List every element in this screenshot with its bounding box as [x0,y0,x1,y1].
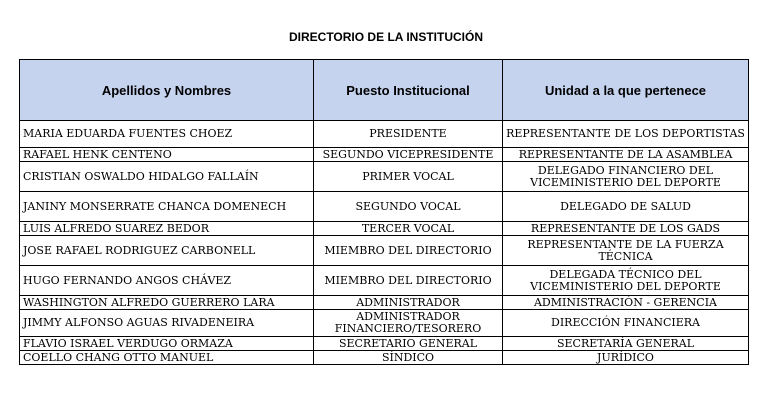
cell-unit: DELEGADO DE SALUD [503,192,749,222]
cell-unit: REPRESENTANTE DE LOS GADS [503,222,749,236]
directory-table [19,59,749,365]
cell-position: TERCER VOCAL [314,222,503,236]
cell-position: SÍNDICO [314,351,503,365]
document-title: DIRECTORIO DE LA INSTITUCIÓN [288,30,483,44]
cell-name: JOSE RAFAEL RODRIGUEZ CARBONELL [20,236,314,266]
cell-position: SEGUNDO VOCAL [314,192,503,222]
cell-name: LUIS ALFREDO SUAREZ BEDOR [20,222,314,236]
cell-position: SEGUNDO VICEPRESIDENTE [314,148,503,162]
table-row [20,296,749,310]
cell-name: HUGO FERNANDO ANGOS CHÁVEZ [20,266,314,296]
cell-position: ADMINISTRADOR [314,296,503,310]
cell-name: WASHINGTON ALFREDO GUERRERO LARA [20,296,314,310]
header-unit: Unidad a la que pertenece [503,60,749,121]
cell-unit: REPRESENTANTE DE LA ASAMBLEA [503,148,749,162]
cell-unit: REPRESENTANTE DE LOS DEPORTISTAS [503,121,749,148]
cell-unit: DELEGADO FINANCIERO DEL VICEMINISTERIO DEL DEPORTE [503,162,749,192]
table-row [20,310,749,337]
cell-unit: SECRETARÍA GENERAL [503,337,749,351]
cell-position: PRESIDENTE [314,121,503,148]
table-row [20,351,749,365]
cell-position: SECRETARIO GENERAL [314,337,503,351]
cell-name: RAFAEL HENK CENTENO [20,148,314,162]
table-row [20,121,749,148]
cell-name: JIMMY ALFONSO AGUAS RIVADENEIRA [20,310,314,337]
cell-name: JANINY MONSERRATE CHANCA DOMENECH [20,192,314,222]
cell-name: MARIA EDUARDA FUENTES CHOEZ [20,121,314,148]
table-row [20,337,749,351]
cell-name: FLAVIO ISRAEL VERDUGO ORMAZA [20,337,314,351]
cell-unit: DIRECCIÓN FINANCIERA [503,310,749,337]
cell-position: MIEMBRO DEL DIRECTORIO [314,266,503,296]
header-position: Puesto Institucional [314,60,503,121]
cell-unit: DELEGADA TÉCNICO DEL VICEMINISTERIO DEL DEPORTE [503,266,749,296]
table-row [20,266,749,296]
cell-unit: REPRESENTANTE DE LA FUERZA TÉCNICA [503,236,749,266]
cell-position: ADMINISTRADOR FINANCIERO/TESORERO [314,310,503,337]
table-row [20,148,749,162]
cell-unit: ADMINISTRACIÓN - GERENCIA [503,296,749,310]
cell-position: MIEMBRO DEL DIRECTORIO [314,236,503,266]
cell-name: CRISTIAN OSWALDO HIDALGO FALLAÍN [20,162,314,192]
header-name: Apellidos y Nombres [20,60,314,121]
cell-unit: JURÍDICO [503,351,749,365]
cell-name: COELLO CHANG OTTO MANUEL [20,351,314,365]
table-row [20,162,749,192]
table-row [20,236,749,266]
cell-position: PRIMER VOCAL [314,162,503,192]
table-row [20,222,749,236]
table-header-row [20,60,749,121]
table-row [20,192,749,222]
